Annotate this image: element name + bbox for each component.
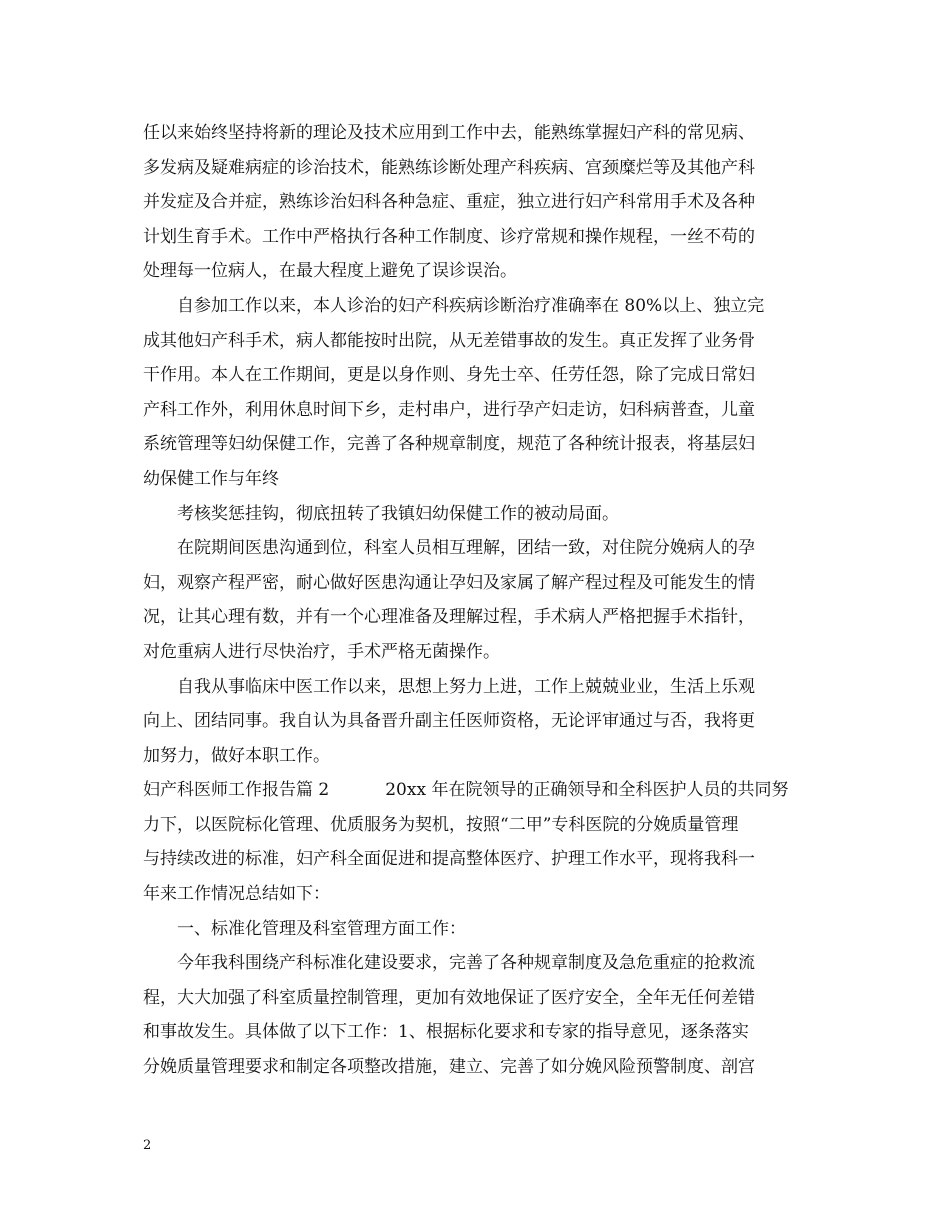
text-line: 考核奖惩挂钩，彻底扭转了我镇妇幼保健工作的被动局面。 [177, 503, 619, 524]
text-line: 并发症及合并症，熟练诊治妇科各种急症、重症，独立进行妇产科常用手术及各种 [143, 192, 755, 213]
text-line: 计划生育手术。工作中严格执行各种工作制度、诊疗常规和操作规程，一丝不苟的 [143, 226, 755, 247]
text-line: 年来工作情况总结如下： [143, 884, 330, 905]
text-line: 任以来始终坚持将新的理论及技术应用到工作中去，能熟练掌握妇产科的常见病、 [143, 123, 755, 143]
text-line: 与持续改进的标准，妇产科全面促进和提高整体医疗、护理工作水平，现将我科一 [143, 849, 755, 870]
text-line: 处理每一位病人，在最大程度上避免了误诊误治。 [143, 261, 517, 282]
text-line: 自我从事临床中医工作以来，思想上努力上进，工作上兢兢业业，生活上乐观 [177, 676, 755, 697]
section-title: 妇产科医师工作报告篇 2 [143, 780, 330, 801]
text-line: 在院期间医患沟通到位，科室人员相互理解，团结一致，对住院分娩病人的孕 [177, 538, 755, 559]
text-line: 一、标准化管理及科室管理方面工作： [177, 918, 466, 939]
text-line: 幼保健工作与年终 [143, 468, 279, 489]
text-line: 分娩质量管理要求和制定各项整改措施，建立、完善了如分娩风险预警制度、剖宫 [143, 1057, 755, 1078]
text-line: 况，让其心理有数，并有一个心理准备及理解过程，手术病人严格把握手术指针， [143, 607, 755, 628]
text-line: 和事故发生。具体做了以下工作：1、根据标化要求和专家的指导意见，逐条落实 [143, 1022, 749, 1043]
page-number: 2 [143, 1138, 152, 1153]
text-line: 妇，观察产程严密，耐心做好医患沟通让孕妇及家属了解产程过程及可能发生的情 [143, 572, 755, 593]
text-line: 系统管理等妇幼保健工作，完善了各种规章制度，规范了各种统计报表，将基层妇 [143, 434, 755, 455]
text-line: 加努力，做好本职工作。 [143, 745, 330, 766]
text-line: 成其他妇产科手术，病人都能按时出院，从无差错事故的发生。真正发挥了业务骨 [143, 330, 755, 351]
paragraph-block-1 [143, 116, 823, 773]
text-line: 向上、团结同事。我自认为具备晋升副主任医师资格，无论评审通过与否，我将更 [143, 711, 755, 732]
text-line: 自参加工作以来，本人诊治的妇产科疾病诊断治疗准确率在 80%以上、独立完 [177, 295, 765, 316]
body-text [143, 116, 823, 1085]
text-line: 程，大大加强了科室质量控制管理，更加有效地保证了医疗安全，全年无任何差错 [143, 987, 755, 1008]
text-line: 多发病及疑难病症的诊治技术，能熟练诊断处理产科疾病、宫颈糜烂等及其他产科 [143, 157, 755, 178]
text-line: 力下，以医院标化管理、优质服务为契机，按照“二甲”专科医院的分娩质量管理 [143, 814, 739, 835]
text-line: 对危重病人进行尽快治疗，手术严格无菌操作。 [143, 641, 500, 662]
paragraph-block-2 [143, 808, 823, 1085]
text-line: 干作用。本人在工作期间，更是以身作则、身先士卒、任劳任怨，除了完成日常妇 [143, 365, 755, 386]
text-line: 产科工作外，利用休息时间下乡，走村串户，进行孕产妇走访，妇科病普查，儿童 [143, 399, 755, 420]
section-intro-text: 20xx 年在院领导的正确领导和全科医护人员的共同努 [385, 780, 789, 801]
text-line: 今年我科围绕产科标准化建设要求，完善了各种规章制度及急危重症的抢救流 [177, 953, 755, 974]
section-heading-line [143, 773, 823, 808]
